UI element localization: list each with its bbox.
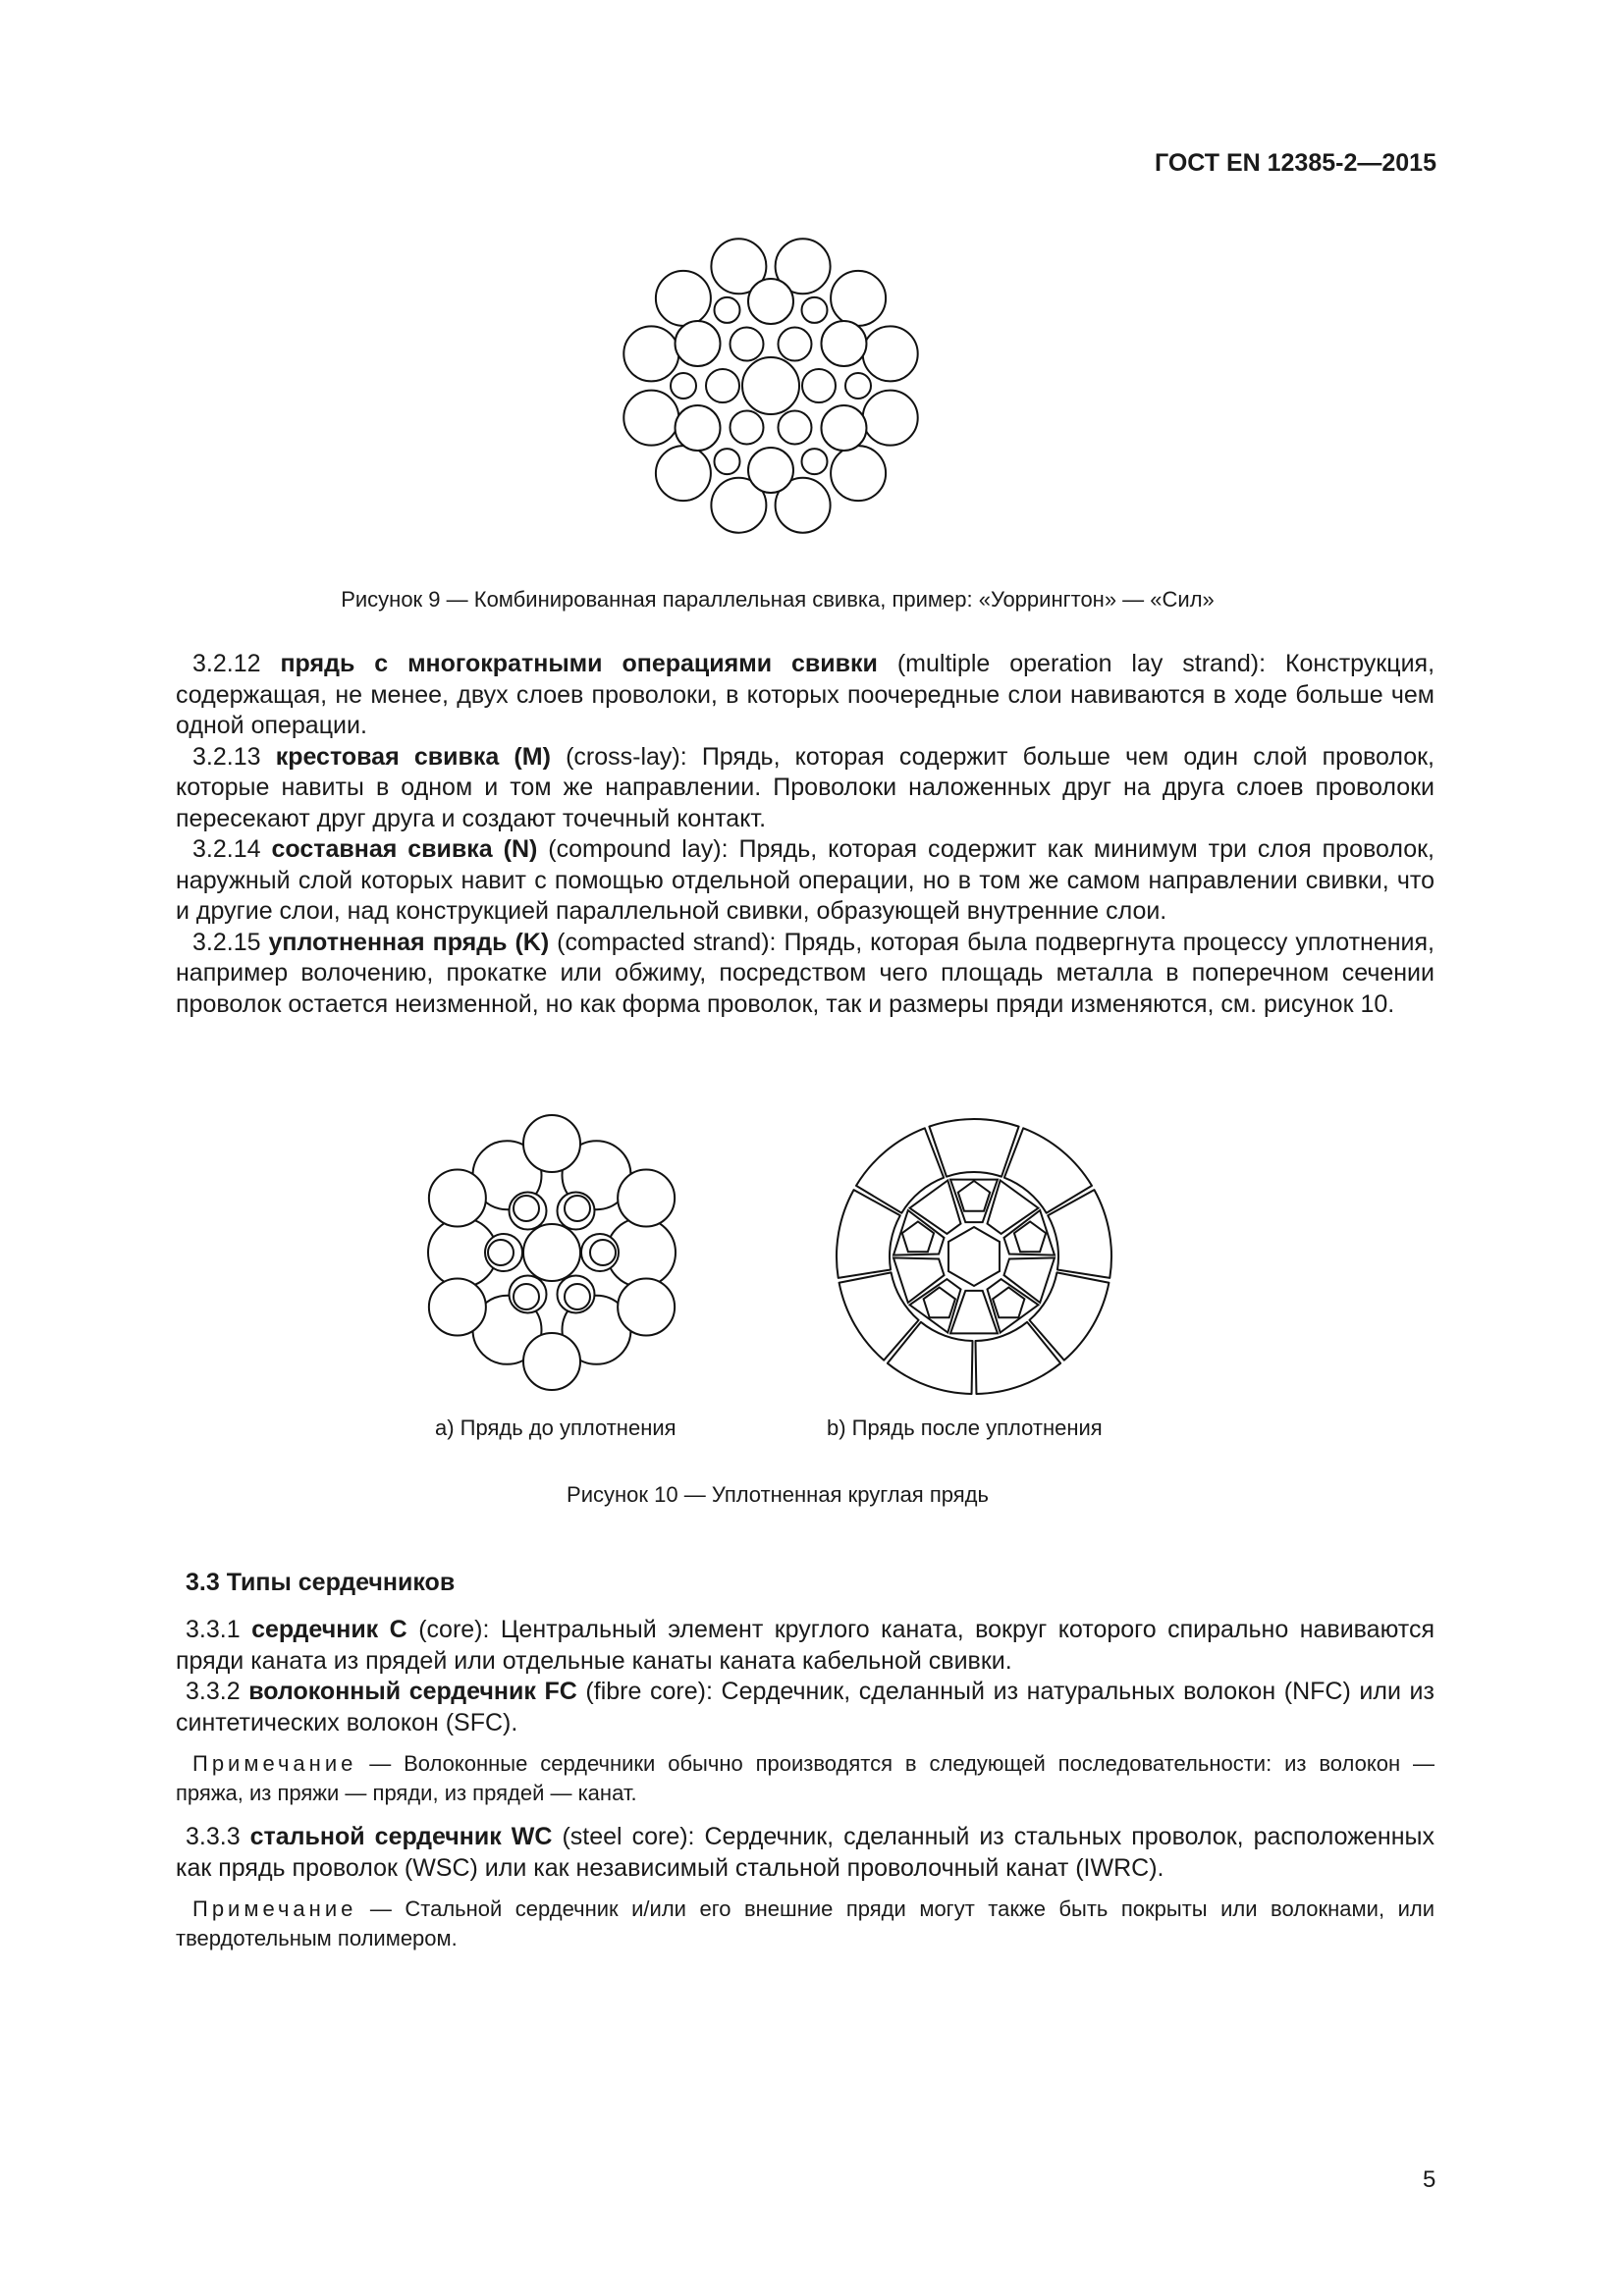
small-warrington-wire (715, 449, 740, 474)
term-3-3-3: 3.3.3 стальной сердечник WC (steel core): Сердечник, сделанный из стальных проволок, расположенных как прядь проволок (WSC) или как независимый стальной проволочный канат (IWRC). (176, 1823, 1435, 1882)
small-wire (514, 1196, 539, 1221)
small-warrington-wire (802, 297, 828, 323)
term-3-2-12: 3.2.12 прядь с многократными операциями свивки (multiple operation lay strand): Конструкция, содержащая, не менее, двух слоев проволоки, в которых поочередные слои навиваются в ходе больше чем одной операции. (176, 650, 1435, 739)
note-steel-core: Примечание — Стальной сердечник и/или его внешние пряди могут также быть покрыты или волокнами, или твердотельным полимером. (176, 1896, 1435, 1950)
outer-wire (623, 326, 678, 381)
outer-wire (863, 326, 918, 381)
term-3-2-15: 3.2.15 уплотненная прядь (K) (compacted strand): Прядь, которая была подвергнута процессу уплотнения, например волочению, прокатке или обжиму, посредством чего площадь металла в поперечном сечении проволок остается неизменной, но как форма проволок, так и размеры пряди изменяются, см. рисунок 10. (176, 928, 1435, 1018)
outer-large-wire (429, 1279, 486, 1336)
outer-large-wire (618, 1170, 675, 1227)
term-3-2-14: 3.2.14 составная свивка (N) (compound lay): Прядь, которая содержит как минимум три слоя проволок, наружный слой которых навит с помощью отдельной операции, но в том же самом направлении свивки, что и другие слои, над конструкцией параллельной свивки, образующей внутренние слои. (176, 835, 1435, 925)
small-warrington-wire (802, 449, 828, 474)
inner-wire (779, 410, 812, 444)
compacted-outer-wire (929, 1119, 1018, 1177)
terms-block-3-2 (176, 649, 1435, 1020)
figure-9-strand-diagram (619, 228, 923, 544)
small-wire (488, 1240, 514, 1265)
outer-large-wire (618, 1279, 675, 1336)
small-warrington-wire (671, 373, 696, 399)
figure-10a-round-strand (422, 1107, 681, 1398)
inner-wire (731, 410, 764, 444)
figure-10b-label: b) Прядь после уплотнения (827, 1415, 1103, 1440)
large-warrington-wire (821, 321, 866, 366)
small-warrington-wire (845, 373, 871, 399)
term-3-3-1: 3.3.1 сердечник C (core): Центральный элемент круглого каната, вокруг которого спирально навиваются пряди каната из прядей или отдельные канаты каната кабельной свивки. (176, 1616, 1435, 1675)
large-warrington-wire (676, 405, 721, 451)
outer-wire (863, 391, 918, 446)
document-standard-header: ГОСТ EN 12385-2—2015 (1155, 149, 1436, 177)
core-wire (742, 357, 799, 414)
term-3-2-13: 3.2.13 крестовая свивка (М) (cross-lay): Прядь, которая содержит больше чем один слой проволок, которые навиты в одном и том же направлении. Проволоки наложенных друг на друга слоев проволоки пересекают друг друга и создают точечный контакт. (176, 742, 1435, 832)
small-warrington-wire (715, 297, 740, 323)
note-fibre-core: Примечание — Волоконные сердечники обычно производятся в следующей последовательности: из волокон — пряжа, из пряжи — пряди, из прядей — канат. (176, 1751, 1435, 1805)
outer-large-wire (429, 1170, 486, 1227)
large-warrington-wire (748, 279, 793, 324)
section-heading-3-3: 3.3 Типы сердечников (186, 1569, 456, 1596)
outer-wire (623, 391, 678, 446)
large-warrington-wire (676, 321, 721, 366)
outer-wire (656, 271, 711, 326)
figure-9-caption: Рисунок 9 — Комбинированная параллельная свивка, пример: «Уоррингтон» — «Сил» (341, 587, 1215, 612)
term-3-3-2: 3.3.2 волоконный сердечник FC (fibre core): Сердечник, сделанный из натуральных волокон (NFC) или из синтетических волокон (SFC). (176, 1678, 1435, 1736)
large-warrington-wire (821, 405, 866, 451)
outer-wire (831, 271, 886, 326)
large-warrington-wire (748, 448, 793, 493)
outer-large-wire (523, 1115, 580, 1172)
inner-wire (779, 328, 812, 361)
figure-10b-compacted-strand (833, 1115, 1115, 1398)
core-wire (948, 1227, 1000, 1286)
outer-large-wire (523, 1333, 580, 1390)
core-wire (523, 1224, 580, 1281)
page-number: 5 (1423, 2166, 1436, 2193)
inner-wire (802, 369, 836, 402)
figure-10-caption: Рисунок 10 — Уплотненная круглая прядь (567, 1482, 989, 1507)
small-wire (590, 1240, 616, 1265)
small-wire (565, 1196, 590, 1221)
figure-10a-label: a) Прядь до уплотнения (435, 1415, 677, 1440)
small-wire (514, 1284, 539, 1309)
small-wire (565, 1284, 590, 1309)
outer-wire (831, 446, 886, 501)
terms-block-3-3 (176, 1615, 1435, 1967)
inner-wire (706, 369, 739, 402)
outer-wire (656, 446, 711, 501)
inner-wire (731, 328, 764, 361)
